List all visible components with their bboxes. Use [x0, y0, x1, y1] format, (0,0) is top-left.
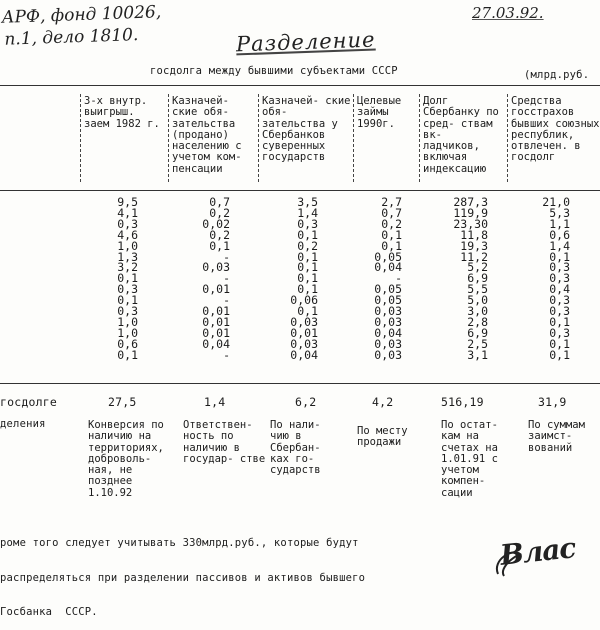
data-cell: 1,4: [549, 238, 570, 253]
data-cell: 0,04: [290, 347, 318, 362]
data-cell: 9,5: [117, 195, 138, 209]
column-divider: [80, 94, 81, 182]
data-cell: 0,03: [374, 336, 402, 351]
data-cell: 0,1: [117, 271, 138, 286]
total-cell: 31,9: [538, 395, 567, 409]
data-cell: 0,3: [117, 282, 138, 297]
data-cell: 1,1: [549, 216, 570, 231]
data-cell: 2,8: [467, 314, 488, 329]
data-cell: 0,01: [202, 325, 230, 340]
data-cell: 0,3: [549, 304, 570, 319]
data-cell: 0,1: [549, 249, 570, 264]
data-cell: 0,2: [209, 205, 230, 220]
total-cell: 27,5: [108, 395, 137, 409]
data-cell: 3,1: [467, 347, 488, 362]
data-cell: 0,01: [290, 325, 318, 340]
data-cell: 287,3: [453, 195, 488, 209]
column-header-gosstrakh: Средства госстрахов бывших союзных республик, отвлечен. в госдолг: [511, 95, 600, 164]
data-cell: 0,03: [290, 336, 318, 351]
data-cell: -: [223, 347, 230, 362]
data-cell: 0,3: [117, 216, 138, 231]
data-cell: 0,3: [549, 271, 570, 286]
column-header-treasury-sold: Казначей- ские обя- зательства (продано) населению с учетом ком- пенсации: [172, 95, 242, 175]
column-header-treasury-sberbank: Казначей- ские обя- зательства у Сбербанков суверенных государств: [262, 95, 351, 164]
data-cell: -: [395, 271, 402, 286]
total-cell: 1,4: [204, 395, 226, 409]
data-cell: 11,8: [460, 227, 488, 242]
data-cell: 0,1: [549, 336, 570, 351]
footnote-line: распределяться при разделении пассивов и активов бывшего: [0, 571, 366, 584]
footnote: [0, 515, 365, 630]
data-cell: 0,05: [374, 249, 402, 264]
data-cell: 0,01: [202, 282, 230, 297]
data-cell: 0,01: [202, 304, 230, 319]
signature: Влас: [498, 531, 577, 572]
archive-ref-line1: АРФ, фонд 10026,: [1, 2, 162, 28]
data-cell: 0,03: [374, 314, 402, 329]
data-cell: 0,04: [202, 336, 230, 351]
data-cell: 0,03: [374, 347, 402, 362]
data-cell: 6,9: [467, 271, 488, 286]
data-cell: 3,5: [297, 195, 318, 209]
data-cell: 5,3: [549, 205, 570, 220]
data-cell: 0,7: [209, 195, 230, 209]
data-cell: 1,3: [117, 249, 138, 264]
column-header-loan-1982: 3-х внутр. выигрыш. заем 1982 г.: [84, 95, 160, 130]
footnote-line: роме того следует учитывать 330млрд.руб., которые будут: [0, 537, 359, 549]
data-cell: 0,1: [549, 314, 570, 329]
data-cell: 0,3: [549, 293, 570, 308]
document-date: 27.03.92.: [472, 4, 544, 22]
column-divider: [168, 94, 169, 182]
data-cell: 4,6: [117, 227, 138, 242]
data-cell: 19,3: [460, 238, 488, 253]
data-cell: 0,04: [374, 325, 402, 340]
data-cell: 0,01: [202, 314, 230, 329]
data-cell: 5,5: [467, 282, 488, 297]
data-column-loan-1982: [88, 197, 138, 361]
data-cell: 11,2: [460, 249, 488, 264]
data-cell: 23,30: [453, 216, 488, 231]
data-cell: 0,1: [381, 227, 402, 242]
data-cell: -: [223, 271, 230, 286]
basis-cell: По остат- кам на счетах на 1.01.91 с учетом компен- сации: [441, 419, 498, 499]
data-cell: 0,1: [381, 238, 402, 253]
data-cell: -: [223, 249, 230, 264]
data-cell: 0,1: [117, 347, 138, 362]
table-top-rule: [0, 85, 600, 86]
data-cell: 1,0: [117, 314, 138, 329]
data-column-gosstrakh: [520, 197, 570, 361]
data-cell: 0,1: [297, 282, 318, 297]
data-cell: 0,6: [117, 336, 138, 351]
footnote-line: Госбанка СССР.: [0, 606, 98, 618]
data-column-target-loans: [352, 197, 402, 361]
data-cell: 0,3: [297, 216, 318, 231]
data-cell: 0,02: [202, 216, 230, 231]
column-divider: [258, 94, 259, 182]
data-cell: 3,2: [117, 260, 138, 275]
basis-row-label: деления: [0, 418, 46, 430]
data-cell: 0,1: [297, 249, 318, 264]
total-cell: 6,2: [295, 395, 317, 409]
basis-cell: По месту продажи: [357, 425, 408, 449]
table-header-rule: [0, 190, 600, 191]
data-cell: 0,1: [297, 304, 318, 319]
data-cell: 6,9: [467, 325, 488, 340]
data-cell: 0,2: [209, 227, 230, 242]
data-cell: 5,2: [467, 260, 488, 275]
document-title: Разделение: [235, 27, 376, 57]
data-cell: 3,0: [467, 304, 488, 319]
data-cell: 0,2: [381, 216, 402, 231]
data-column-treasury-sold: [180, 197, 230, 361]
data-cell: 0,03: [202, 260, 230, 275]
data-cell: 0,1: [549, 347, 570, 362]
data-cell: 0,05: [374, 282, 402, 297]
data-cell: 0,05: [374, 293, 402, 308]
data-cell: 0,7: [381, 205, 402, 220]
data-cell: 0,1: [297, 271, 318, 286]
data-cell: 0,04: [374, 260, 402, 275]
data-cell: 0,4: [549, 282, 570, 297]
data-cell: 21,0: [542, 195, 570, 209]
basis-cell: По нали- чию в Сбербан- ках го- сударств: [270, 419, 321, 477]
data-cell: 2,7: [381, 195, 402, 209]
data-cell: 4,1: [117, 205, 138, 220]
data-cell: 0,2: [297, 238, 318, 253]
document-subtitle: госдолга между бывшими субъектами СССР: [150, 65, 398, 77]
data-cell: 1,0: [117, 238, 138, 253]
table-body-rule: [0, 383, 600, 384]
archive-ref-line2: п.1, дело 1810.: [4, 25, 139, 50]
data-cell: 1,0: [117, 325, 138, 340]
signature-flourish: [490, 540, 550, 580]
data-cell: 0,3: [549, 325, 570, 340]
data-cell: 0,1: [209, 238, 230, 253]
data-cell: 0,03: [290, 314, 318, 329]
total-row-label: госдолге: [0, 395, 57, 409]
units-label: (млрд.руб.: [524, 69, 590, 81]
data-cell: 0,03: [374, 304, 402, 319]
column-header-target-loans: Целевые займы 1990г.: [357, 95, 402, 130]
basis-cell: По суммам заимст- вований: [528, 419, 585, 454]
data-cell: 1,4: [297, 205, 318, 220]
basis-cell: Конверсия по наличию на территориях, доброволь- ная, не позднее 1.10.92: [88, 419, 164, 499]
data-column-treasury-sberbank: [268, 197, 318, 361]
total-cell: 516,19: [441, 395, 484, 409]
archive-reference: [1, 1, 162, 51]
data-cell: 0,1: [297, 227, 318, 242]
column-divider: [419, 94, 420, 182]
column-header-sberbank-debt: Долг Сбербанку по сред- ствам вк- ладчиков, включая индексацию: [423, 95, 499, 175]
data-cell: 5,0: [467, 293, 488, 308]
column-divider: [507, 94, 508, 182]
data-cell: -: [223, 293, 230, 308]
data-cell: 0,3: [117, 304, 138, 319]
data-column-sberbank-debt: [432, 197, 488, 361]
total-cell: 4,2: [372, 395, 394, 409]
basis-cell: Ответствен- ность по наличию в государ- стве: [183, 419, 266, 465]
data-cell: 119,9: [453, 205, 488, 220]
data-cell: 0,3: [549, 260, 570, 275]
data-cell: 0,6: [549, 227, 570, 242]
data-cell: 0,1: [297, 260, 318, 275]
data-cell: 2,5: [467, 336, 488, 351]
data-cell: 0,1: [117, 293, 138, 308]
data-cell: 0,06: [290, 293, 318, 308]
